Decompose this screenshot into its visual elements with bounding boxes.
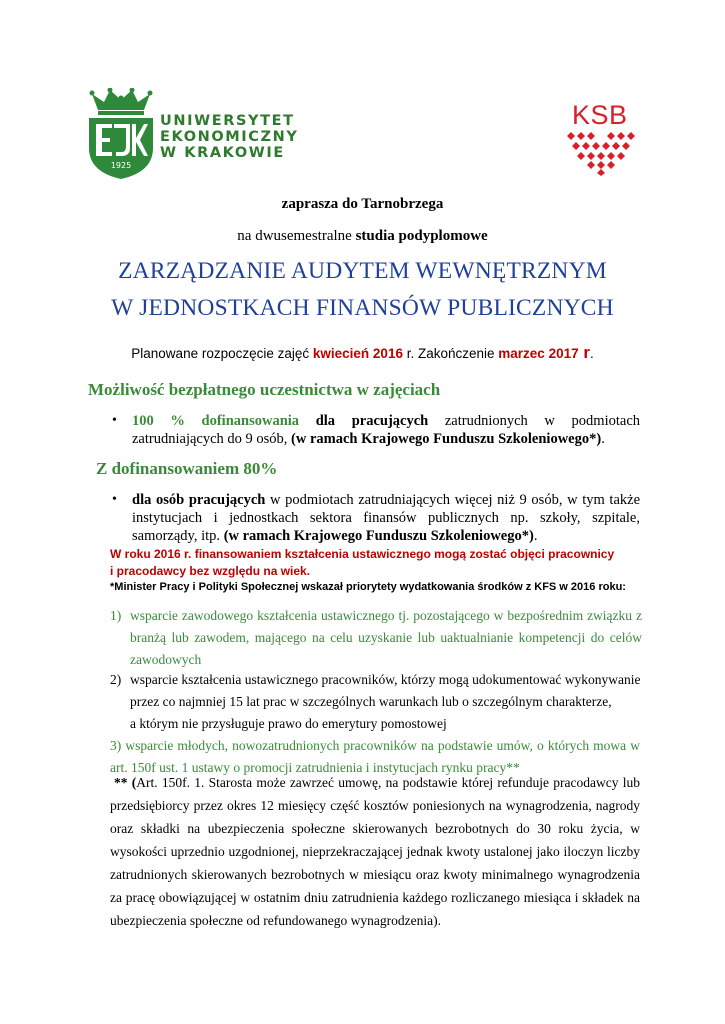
- uek-logo: [86, 88, 156, 180]
- ksb-diamond-logo: [563, 130, 639, 176]
- minister-note: *Minister Pracy i Polityki Społecznej wskazał priorytety wydatkowania środków z KFS w 2016 roku:: [110, 581, 626, 593]
- cofund-end: .: [533, 528, 538, 544]
- schedule-r: r: [578, 343, 590, 362]
- schedule-end: marzec 2017: [498, 346, 579, 361]
- cofund-heading: Z dofinansowaniem 80%: [96, 459, 278, 478]
- free-bullet: [132, 412, 640, 448]
- red-note-2: i pracodawcy bez względu na wiek.: [110, 564, 311, 578]
- priority-2-line-2: przez co najmniej 15 lat prac w szczególnych warunkach lub o szczególnym charakterze,: [130, 694, 612, 709]
- cofund-bullet: [132, 491, 640, 545]
- bullet-icon: •: [112, 413, 117, 428]
- uek-line-2: EKONOMICZNY: [160, 129, 299, 145]
- red-note-1: W roku 2016 r. finansowaniem kształcenia ustawicznego mogą zostać objęci pracownicy: [110, 547, 615, 561]
- priority-2-line-3: a którym nie przysługuje prawo do emerytury pomostowej: [130, 716, 447, 731]
- free-rest: zatrudnionych w podmiotach zatrudniających do 9 osób,: [132, 413, 641, 447]
- uek-name: [160, 113, 299, 161]
- schedule-prefix: Planowane rozpoczęcie zajęć: [131, 346, 313, 361]
- ksb-logo-text: KSB: [572, 100, 628, 130]
- title-line-1: ZARZĄDZANIE AUDYTEM WEWNĘTRZNYM: [118, 258, 607, 284]
- schedule-line: [0, 343, 725, 363]
- priority-1-num: 1): [110, 608, 122, 623]
- priority-3-text: 3) wsparcie młodych, nowozatrudnionych pracowników na podstawie umów, o których mowa w art. 150f ust. 1 ustawy o promocji zatrudnienia i instytucjach rynku pracy**: [110, 738, 640, 775]
- priority-2-num: 2): [110, 672, 122, 687]
- article-stars: ** (: [114, 775, 137, 790]
- schedule-dot: .: [589, 346, 594, 361]
- free-dla: dla: [299, 413, 352, 429]
- priority-2-line-1: wsparcie kształcenia ustawicznego pracowników, którzy mogą udokumentować wykonywanie: [130, 672, 641, 687]
- invite-line: zaprasza do Tarnobrzega: [281, 196, 444, 212]
- uek-year: 1925: [110, 161, 132, 170]
- title-line-2: W JEDNOSTKACH FINANSÓW PUBLICZNYCH: [111, 295, 614, 321]
- cofund-fund: (w ramach Krajowego Funduszu Szkoleniowego*): [223, 528, 534, 544]
- subtitle-prefix: na dwusemestralne: [237, 228, 356, 244]
- bullet-icon: •: [112, 492, 117, 507]
- uek-line-1: UNIWERSYTET: [160, 113, 295, 129]
- article-note: [110, 771, 640, 932]
- article-text: Art. 150f. 1. Starosta może zawrzeć umowę, na podstawie której refunduje pracodawcy lub przedsiębiorcy przez okres 12 miesięcy część kosztów poniesionych na wynagrodzenia, nagrody oraz składki na ubezpieczenia społeczne skierowanych bezrobotnych do 30 roku życia, w wysokości uprzednio uzgodnionej, nieprzekraczającej jednak kwoty ustalonej jako iloczyn liczby zatrudnionych skierowanych bezrobotnych w miesiącu oraz kwoty minimalnego wynagrodzenia za pracę obowiązującej w ostatnim dniu zatrudnienia każdego rozliczanego miesiąca i składek na ubezpieczenia społeczne od refundowanego wynagrodzenia).: [110, 775, 641, 928]
- priority-1-text: wsparcie zawodowego kształcenia ustawicznego tj. pozostającego w bezpośrednim związku z branżą lub zawodem, mającego na celu uzyskanie lub uaktualnianie kompetencji do celów zawodowych: [130, 608, 642, 667]
- uek-line-3: W KRAKOWIE: [160, 145, 285, 161]
- free-pracujacych: pracujących: [351, 413, 429, 429]
- subtitle-line: [0, 228, 725, 245]
- free-end: .: [601, 431, 605, 447]
- cofund-bold: dla osób pracujących: [132, 492, 266, 508]
- free-pct: 100 % dofinansowania: [132, 413, 300, 429]
- schedule-mid: r. Zakończenie: [402, 346, 499, 361]
- cofund-rest: w podmiotach zatrudniających więcej niż 9 osób, w tym także instytucjach i jednostkach sektora finansów publicznych np. szkoły, szpitale, samorządy, itp.: [132, 492, 640, 544]
- subtitle-bold: studia podyplomowe: [355, 228, 488, 244]
- free-fund: (w ramach Krajowego Funduszu Szkoleniowego*): [291, 431, 602, 447]
- schedule-start: kwiecień 2016: [312, 346, 403, 361]
- free-heading: Możliwość bezpłatnego uczestnictwa w zajęciach: [88, 380, 441, 399]
